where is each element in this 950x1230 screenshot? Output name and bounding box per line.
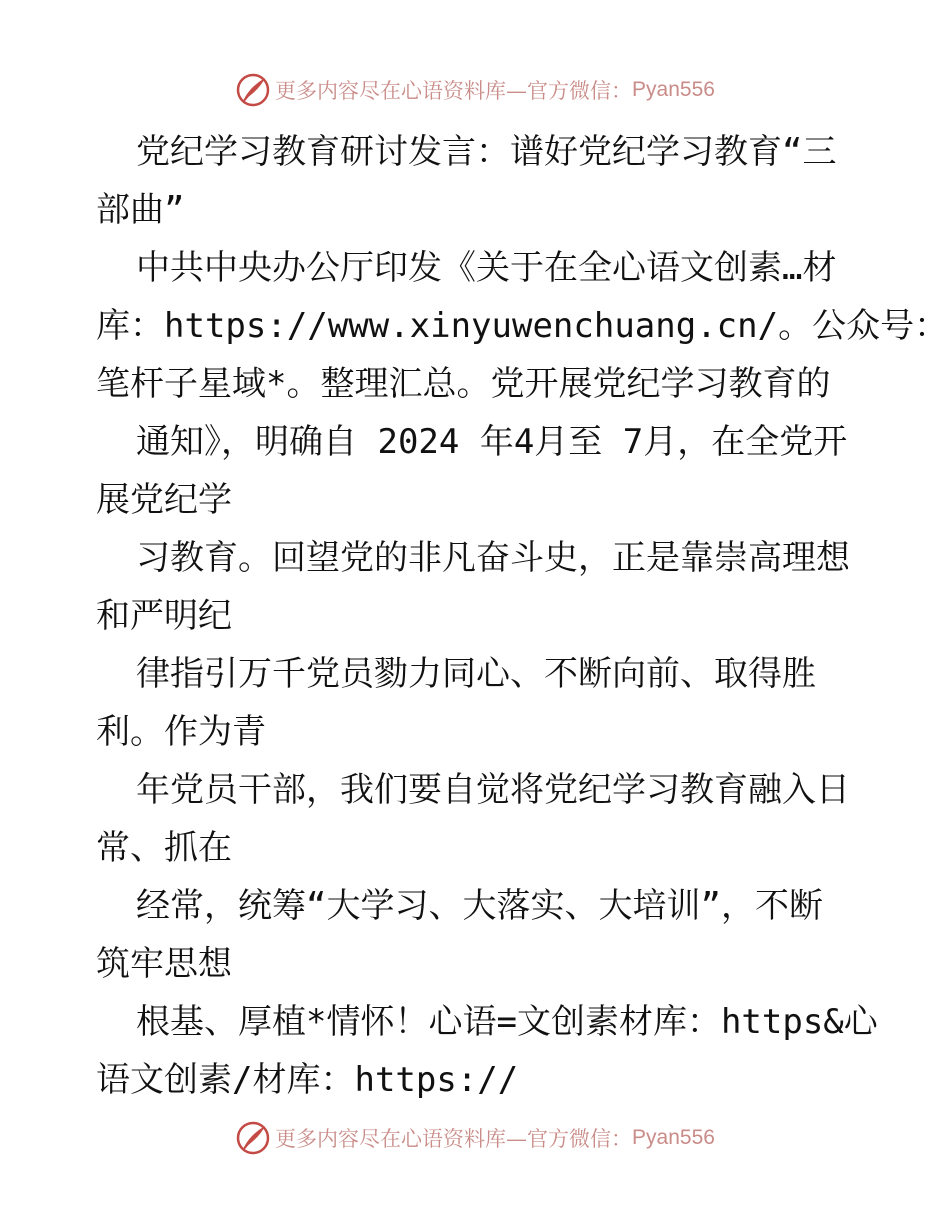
text-line: 党纪学习教育研讨发言：谱好党纪学习教育“三	[136, 132, 837, 172]
text-line: 部曲”	[96, 190, 185, 230]
text-line: 年党员干部，我们要自觉将党纪学习教育融入日	[136, 770, 850, 810]
text-line: 经常，统筹“大学习、大落实、大培训”，不断	[136, 886, 823, 926]
text-line: 习教育。回望党的非凡奋斗史，正是靠崇高理想	[136, 538, 850, 578]
text-line: 利。作为青	[96, 712, 266, 752]
quill-logo-icon	[235, 1120, 271, 1156]
watermark-site-text: 更多内容尽在心语资料库—官方微信：	[275, 79, 633, 103]
watermark-wechat-id: Pyan556	[632, 78, 715, 101]
quill-logo-icon	[235, 72, 271, 108]
watermark-site-text: 更多内容尽在心语资料库—官方微信：	[275, 1127, 633, 1151]
text-line: 常、抓在	[96, 828, 232, 868]
text-line: 库：https://www.xinyuwenchuang.cn/。公众号：	[96, 306, 949, 346]
text-line: 律指引万千党员勠力同心、不断向前、取得胜	[136, 654, 816, 694]
header-watermark	[0, 70, 950, 110]
text-line: 语文创素/材库：https://	[96, 1060, 519, 1100]
footer-watermark	[0, 1118, 950, 1158]
text-line: 展党纪学	[96, 480, 232, 520]
text-line: 笔杆子星域*。整理汇总。党开展党纪学习教育的	[96, 364, 831, 404]
watermark-wechat-id: Pyan556	[632, 1126, 715, 1149]
text-line: 通知》，明确自 2024 年4月至 7月，在全党开	[136, 422, 848, 462]
document-body	[96, 123, 949, 1109]
text-line: 筑牢思想	[96, 944, 232, 984]
text-line: 中共中央办公厅印发《关于在全心语文创素…材	[136, 248, 837, 288]
text-line: 和严明纪	[96, 596, 232, 636]
text-line: 根基、厚植*情怀！心语=文创素材库：https&心	[136, 1002, 878, 1042]
